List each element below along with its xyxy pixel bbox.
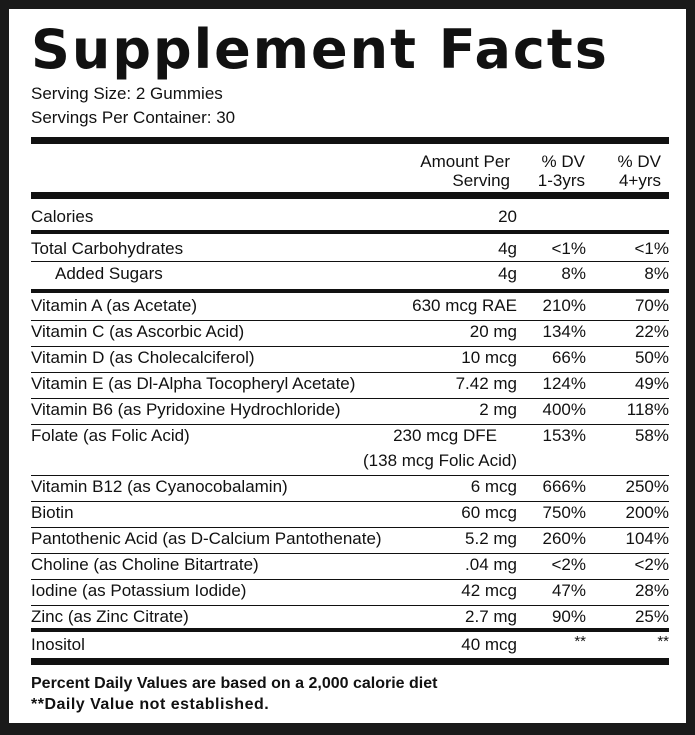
dv-4yrs: 70% bbox=[634, 296, 669, 315]
divider-medium bbox=[31, 230, 669, 234]
nutrient-amount: 42 mcg bbox=[461, 581, 517, 600]
header-dv-4yrs bbox=[618, 152, 661, 190]
table-row bbox=[31, 633, 669, 657]
dv-4yrs: ** bbox=[657, 633, 669, 650]
nutrient-amount: 2.7 mg bbox=[465, 607, 517, 626]
nutrient-amount: 40 mcg bbox=[461, 635, 517, 654]
dv-1-3yrs: 153% bbox=[542, 426, 586, 445]
table-row bbox=[31, 475, 669, 499]
dv-4yrs: 50% bbox=[634, 348, 669, 367]
table-row bbox=[31, 372, 669, 396]
dv-4yrs: 250% bbox=[625, 477, 669, 496]
table-row bbox=[31, 527, 669, 551]
nutrient-name: Vitamin D (as Cholecalciferol) bbox=[31, 348, 255, 367]
dv-1-3yrs: 8% bbox=[561, 264, 586, 283]
dv-4yrs: 8% bbox=[644, 264, 669, 283]
servings-per-container: Servings Per Container: 30 bbox=[31, 108, 236, 127]
panel-title: Supplement Facts bbox=[31, 18, 609, 81]
dv-1-3yrs: 750% bbox=[542, 503, 586, 522]
nutrient-amount: .04 mg bbox=[465, 555, 517, 574]
table-row bbox=[31, 605, 669, 629]
table-row bbox=[31, 398, 669, 422]
nutrient-name: Added Sugars bbox=[55, 264, 163, 283]
nutrient-amount: 6 mcg bbox=[470, 477, 517, 496]
table-row bbox=[31, 501, 669, 525]
dv-4yrs: 104% bbox=[625, 529, 669, 548]
nutrient-name: Zinc (as Zinc Citrate) bbox=[31, 607, 189, 626]
header-amount bbox=[420, 152, 510, 190]
divider-thick bbox=[31, 658, 669, 665]
nutrient-name: Iodine (as Potassium Iodide) bbox=[31, 581, 247, 600]
nutrient-amount: 20 bbox=[498, 207, 517, 226]
header-dv1-line2: 1-3yrs bbox=[537, 171, 585, 190]
nutrient-amount: 4g bbox=[498, 264, 517, 283]
dv-1-3yrs: 47% bbox=[551, 581, 586, 600]
nutrient-name: Folate (as Folic Acid) bbox=[31, 426, 190, 445]
dv-4yrs: 22% bbox=[634, 322, 669, 341]
divider-medium bbox=[31, 289, 669, 293]
header-dv2-line1: % DV bbox=[617, 152, 661, 171]
dv-1-3yrs: ** bbox=[574, 633, 586, 650]
dv-4yrs: 49% bbox=[634, 374, 669, 393]
dv-4yrs: 58% bbox=[634, 426, 669, 445]
table-row bbox=[31, 579, 669, 603]
header-dv2-line2: 4+yrs bbox=[618, 171, 661, 190]
nutrient-amount: 2 mg bbox=[479, 400, 517, 419]
footnote-daily-values: Percent Daily Values are based on a 2,000 calorie diet bbox=[31, 675, 438, 692]
table-row bbox=[31, 237, 669, 261]
dv-1-3yrs: 210% bbox=[542, 296, 586, 315]
table-row bbox=[31, 346, 669, 370]
divider-thick bbox=[31, 192, 669, 199]
dv-4yrs: 25% bbox=[634, 607, 669, 626]
nutrient-amount: 20 mg bbox=[469, 322, 517, 341]
dv-1-3yrs: 666% bbox=[542, 477, 586, 496]
table-row bbox=[31, 205, 669, 229]
dv-4yrs: 200% bbox=[625, 503, 669, 522]
dv-1-3yrs: 134% bbox=[542, 322, 586, 341]
header-dv1-line1: % DV bbox=[541, 152, 585, 171]
nutrient-name: Biotin bbox=[31, 503, 74, 522]
dv-4yrs: 118% bbox=[626, 400, 669, 419]
table-row bbox=[31, 294, 669, 318]
nutrient-amount: 4g bbox=[498, 239, 517, 258]
dv-1-3yrs: 66% bbox=[551, 348, 586, 367]
table-row bbox=[31, 320, 669, 344]
header-dv-1-3yrs bbox=[538, 152, 585, 190]
header-amount-line2: Serving bbox=[452, 171, 510, 190]
nutrient-amount: 230 mcg DFE bbox=[393, 426, 497, 445]
divider-thick bbox=[31, 137, 669, 144]
dv-1-3yrs: 400% bbox=[542, 400, 586, 419]
dv-1-3yrs: 260% bbox=[542, 529, 586, 548]
nutrient-name: Vitamin A (as Acetate) bbox=[31, 296, 197, 315]
nutrient-name: Pantothenic Acid (as D-Calcium Pantothenate) bbox=[31, 529, 382, 548]
nutrient-name: Choline (as Choline Bitartrate) bbox=[31, 555, 259, 574]
dv-4yrs: 28% bbox=[634, 581, 669, 600]
nutrient-name: Vitamin B6 (as Pyridoxine Hydrochloride) bbox=[31, 400, 341, 419]
nutrient-amount: 7.42 mg bbox=[455, 374, 517, 393]
nutrient-name: Vitamin E (as Dl-Alpha Tocopheryl Acetate) bbox=[31, 374, 356, 393]
table-row bbox=[31, 262, 669, 286]
dv-1-3yrs: <2% bbox=[551, 555, 586, 574]
dv-4yrs: <1% bbox=[634, 239, 669, 258]
nutrient-name: Vitamin B12 (as Cyanocobalamin) bbox=[31, 477, 288, 496]
dv-1-3yrs: 90% bbox=[551, 607, 586, 626]
nutrient-name: Inositol bbox=[31, 635, 85, 654]
dv-4yrs: <2% bbox=[634, 555, 669, 574]
nutrient-amount: 60 mcg bbox=[461, 503, 517, 522]
divider-medium bbox=[31, 628, 669, 632]
nutrient-name: Vitamin C (as Ascorbic Acid) bbox=[31, 322, 245, 341]
nutrient-amount-note: (138 mcg Folic Acid) bbox=[363, 451, 517, 470]
nutrient-amount: 5.2 mg bbox=[465, 529, 517, 548]
table-row bbox=[31, 424, 669, 474]
dv-1-3yrs: <1% bbox=[551, 239, 586, 258]
nutrient-name: Total Carbohydrates bbox=[31, 239, 184, 258]
nutrient-name: Calories bbox=[31, 207, 94, 226]
footnote-not-established: **Daily Value not established. bbox=[31, 696, 270, 713]
header-amount-line1: Amount Per bbox=[420, 152, 510, 171]
table-row bbox=[31, 553, 669, 577]
nutrient-amount: 630 mcg RAE bbox=[412, 296, 517, 315]
supplement-facts-panel bbox=[9, 9, 686, 723]
serving-size: Serving Size: 2 Gummies bbox=[31, 84, 223, 103]
nutrient-amount: 10 mcg bbox=[461, 348, 517, 367]
dv-1-3yrs: 124% bbox=[542, 374, 586, 393]
